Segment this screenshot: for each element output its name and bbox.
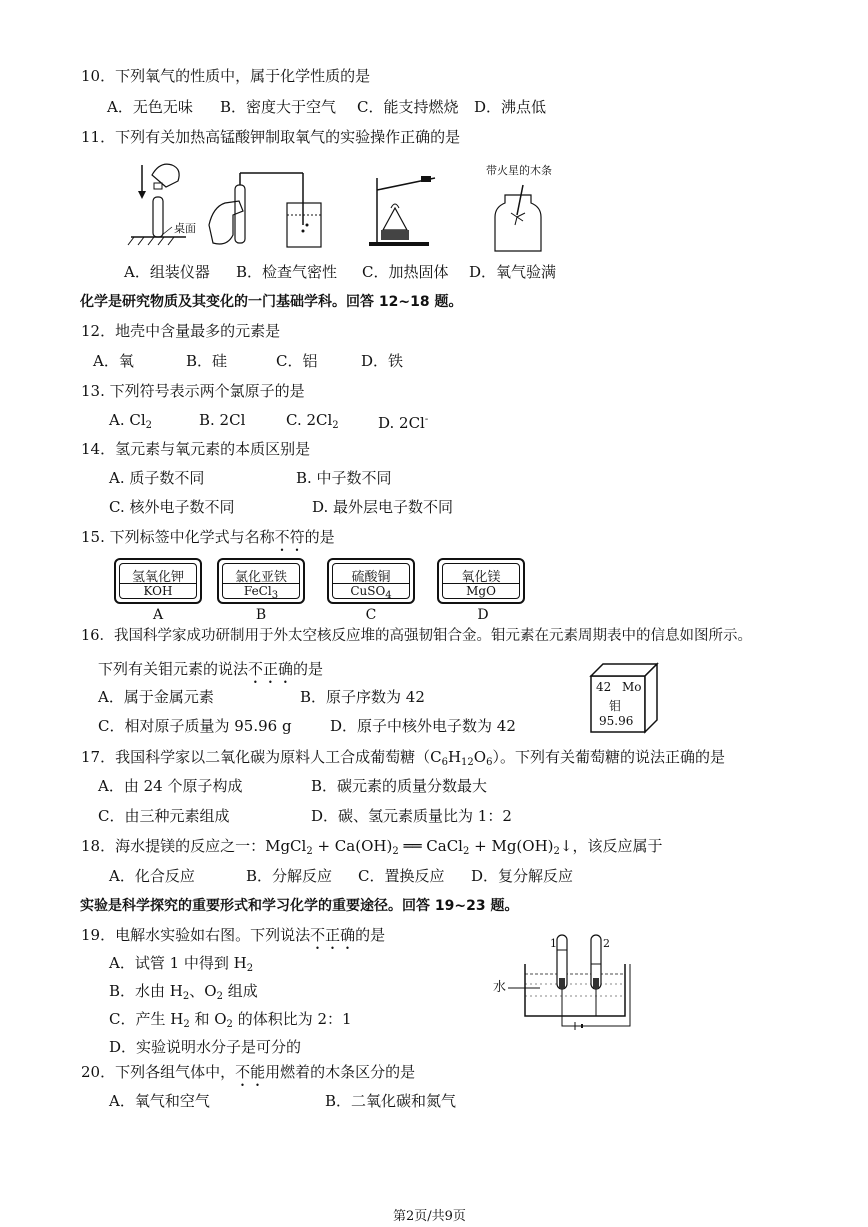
q11-stem: 11．下列有关加热高锰酸钾制取氧气的实验操作正确的是 bbox=[81, 128, 461, 146]
q16-substem: 下列有关钼元素的说法不正确的是 bbox=[98, 660, 324, 678]
airtightness-check-figure bbox=[207, 165, 327, 255]
label-letter-c: C bbox=[365, 607, 377, 623]
label-d: 氧化镁 MgO bbox=[437, 558, 525, 604]
q16-option-b: B．原子序数为 42 bbox=[300, 688, 425, 706]
q17-option-b: B．碳元素的质量分数最大 bbox=[311, 777, 488, 795]
q17-option-a: A．由 24 个原子构成 bbox=[98, 777, 243, 795]
q11-option-b: B．检查气密性 bbox=[236, 263, 338, 281]
burning-stick-label: 带火星的木条 bbox=[486, 164, 552, 177]
q14-option-a: A. 质子数不同 bbox=[109, 469, 205, 487]
element-number: 42 bbox=[596, 680, 612, 694]
q17-option-c: C．由三种元素组成 bbox=[98, 807, 230, 825]
label-letter-d: D bbox=[477, 607, 489, 623]
q14-option-b: B. 中子数不同 bbox=[296, 469, 392, 487]
q18-option-a: A．化合反应 bbox=[109, 867, 195, 885]
tube-2-label: 2 bbox=[603, 937, 610, 950]
label-letter-b: B bbox=[255, 607, 267, 623]
q13-option-d: D. 2Cl- bbox=[378, 414, 429, 432]
q16-stem: 16．我国科学家成功研制用于外太空核反应堆的高强韧钼合金。钼元素在元素周期表中的信息如图所示。 bbox=[81, 628, 752, 644]
label-c: 硫酸铜 CuSO$_4$ bbox=[327, 558, 415, 604]
q20-stem: 20．下列各组气体中，不能用燃着的木条区分的是 bbox=[81, 1063, 416, 1081]
section-heading-1: 化学是研究物质及其变化的一门基础学科。回答 12~18 题。 bbox=[80, 294, 463, 310]
q10-option-a: A．无色无味 bbox=[107, 98, 193, 116]
q12-option-d: D．铁 bbox=[361, 352, 404, 370]
q10-option-b: B．密度大于空气 bbox=[220, 98, 337, 116]
q19-stem: 19．电解水实验如右图。下列说法不正确的是 bbox=[81, 926, 386, 944]
q12-stem: 12．地壳中含量最多的元素是 bbox=[81, 322, 281, 340]
q14-option-d: D. 最外层电子数不同 bbox=[312, 498, 454, 516]
q13-option-b: B. 2Cl bbox=[199, 411, 246, 429]
q17-stem: 17．我国科学家以二氧化碳为原料人工合成葡萄糖$(C_6H_{12}O_6)$。下列有关葡萄糖的说法正确的是 bbox=[81, 748, 725, 768]
q18-option-c: C．置换反应 bbox=[358, 867, 445, 885]
element-name: 钼 bbox=[609, 699, 622, 713]
label-a: 氢氧化钾 KOH bbox=[114, 558, 202, 604]
element-symbol: Mo bbox=[622, 680, 642, 694]
element-mass: 95.96 bbox=[599, 714, 634, 728]
q19-option-a: A．试管 1 中得到 $H_2$ bbox=[109, 954, 254, 974]
q12-option-c: C．铝 bbox=[276, 352, 318, 370]
label-b: 氯化亚铁 FeCl$_3$ bbox=[217, 558, 305, 604]
q11-option-d: D．氧气验满 bbox=[469, 263, 557, 281]
desk-label: 桌面 bbox=[174, 222, 196, 235]
q20-option-a: A．氧气和空气 bbox=[109, 1092, 210, 1110]
section-heading-2: 实验是科学探究的重要形式和学习化学的重要途径。回答 19~23 题。 bbox=[80, 898, 519, 914]
water-label: 水 bbox=[493, 980, 507, 995]
q13-option-c: C. $2Cl_2$ bbox=[286, 411, 339, 431]
q13-stem: 13. 下列符号表示两个氯原子的是 bbox=[81, 382, 305, 400]
q18-option-d: D．复分解反应 bbox=[471, 867, 574, 885]
q12-option-a: A．氧 bbox=[93, 352, 134, 370]
oxygen-full-test-figure bbox=[495, 185, 545, 255]
q14-stem: 14．氢元素与氧元素的本质区别是 bbox=[81, 440, 311, 458]
q16-option-c: C．相对原子质量为 95.96 g bbox=[98, 717, 292, 735]
heating-solid-figure bbox=[365, 168, 445, 250]
tube-1-label: 1 bbox=[550, 937, 557, 950]
q19-option-c: C．产生 $H_2$ 和 $O_2$ 的体积比为 2：1 bbox=[109, 1010, 352, 1030]
q12-option-b: B．硅 bbox=[186, 352, 228, 370]
page-footer: 第2页/共9页 bbox=[393, 1209, 466, 1224]
q17-option-d: D．碳、氢元素质量比为 1：2 bbox=[311, 807, 512, 825]
q19-option-d: D．实验说明水分子是可分的 bbox=[109, 1038, 302, 1056]
q10-stem: 10．下列氧气的性质中，属于化学性质的是 bbox=[81, 67, 371, 85]
q13-option-a: A. $Cl_2$ bbox=[109, 411, 153, 431]
q11-option-c: C．加热固体 bbox=[362, 263, 449, 281]
q10-option-c: C．能支持燃烧 bbox=[357, 98, 459, 116]
q15-stem: 15. 下列标签中化学式与名称不符的是 bbox=[81, 528, 335, 546]
q11-option-a: A．组装仪器 bbox=[124, 263, 210, 281]
q18-stem: 18．海水提镁的反应之一：MgCl$_2$ + $Ca(OH)_2$ ══ CaCl$_2$ + $Mg(OH)_2↓$，该反应属于 bbox=[81, 837, 663, 857]
q10-option-d: D．沸点低 bbox=[474, 98, 547, 116]
q16-option-d: D．原子中核外电子数为 42 bbox=[330, 717, 516, 735]
q16-option-a: A．属于金属元素 bbox=[98, 688, 214, 706]
electrolysis-apparatus-figure bbox=[490, 930, 635, 1030]
q18-option-b: B．分解反应 bbox=[246, 867, 333, 885]
q14-option-c: C. 核外电子数不同 bbox=[109, 498, 235, 516]
q19-option-b: B．水由 $H_2$、$O_2$ 组成 bbox=[109, 982, 258, 1002]
q20-option-b: B．二氧化碳和氮气 bbox=[325, 1092, 457, 1110]
label-letter-a: A bbox=[152, 607, 164, 623]
